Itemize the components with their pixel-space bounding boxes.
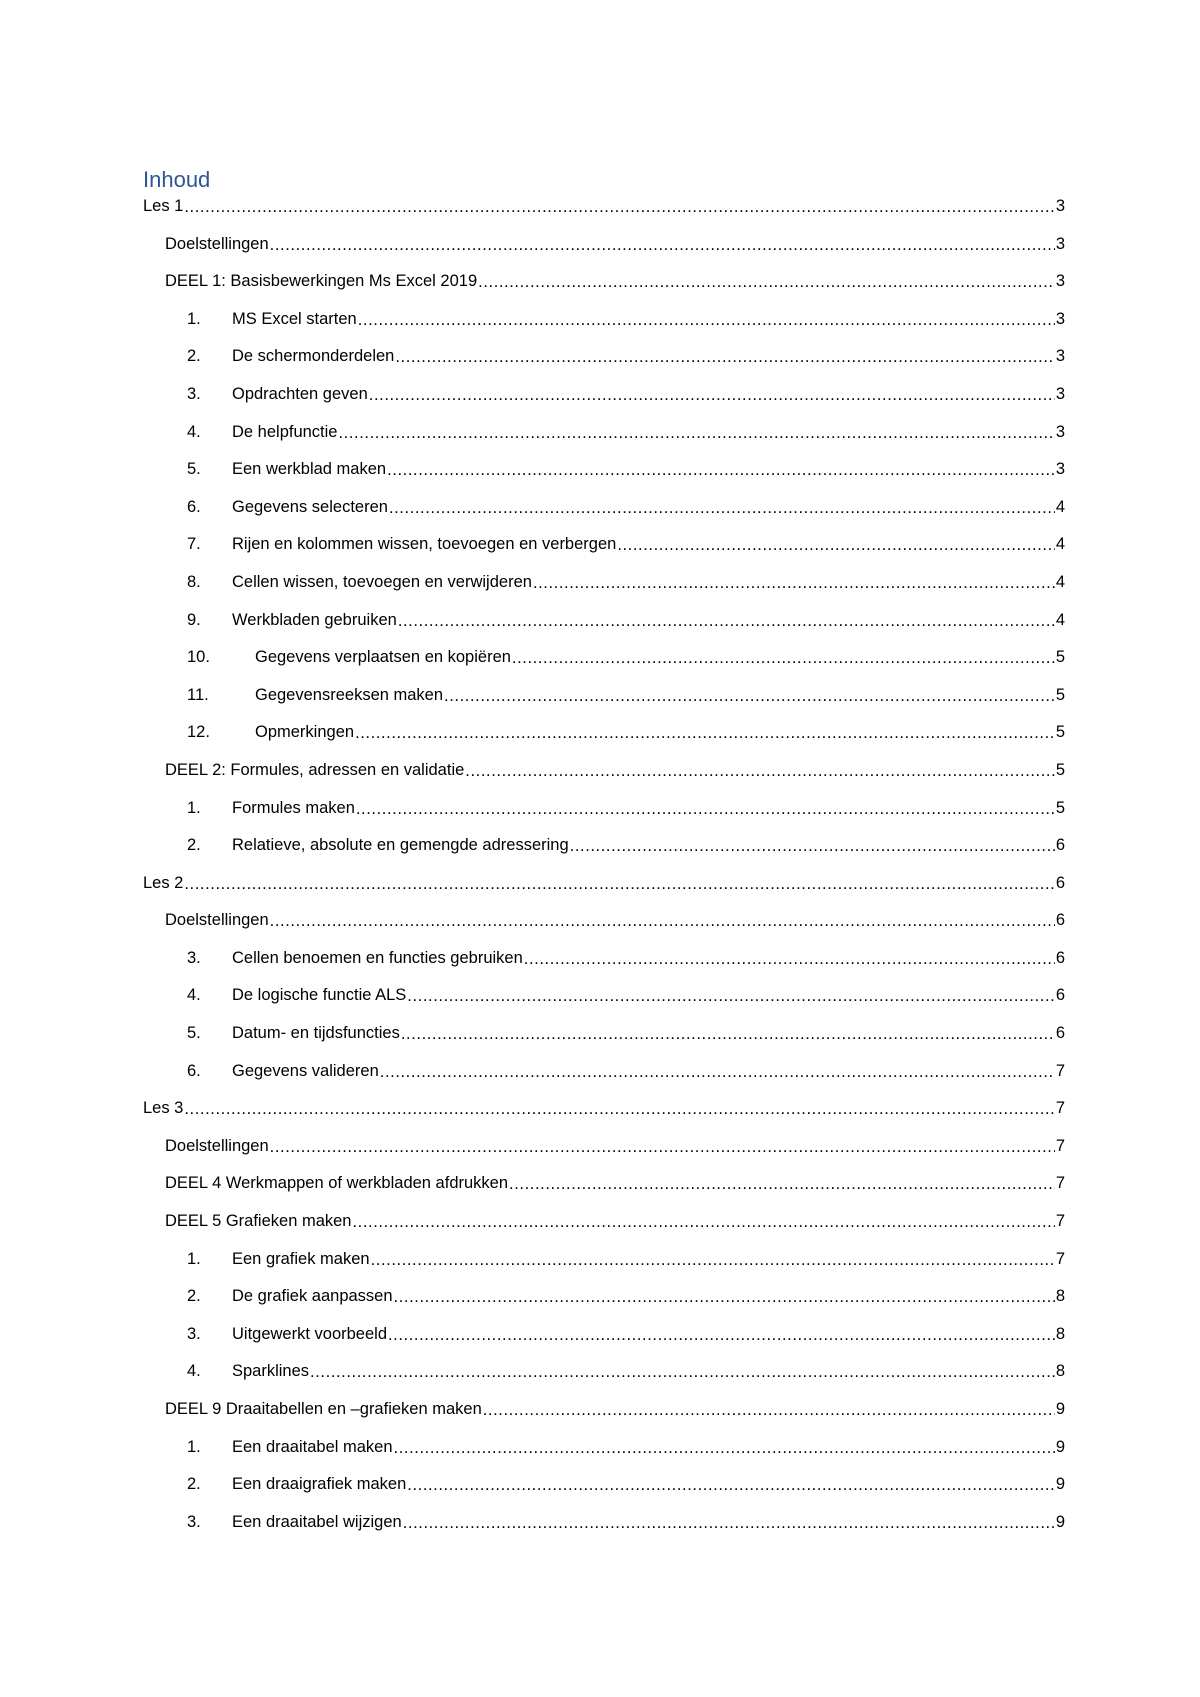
toc-entry-text[interactable]: Les 3	[143, 1099, 184, 1118]
toc-entry-text[interactable]: Een draaitabel maken	[232, 1437, 393, 1456]
dot-leader	[395, 345, 1054, 367]
toc-entry-text[interactable]: Gegevens verplaatsen en kopiëren	[255, 648, 511, 667]
toc-entry[interactable]	[143, 195, 1065, 233]
toc-entry-number: 1.	[187, 1249, 201, 1268]
toc-entry-page-number[interactable]: 8	[1055, 1287, 1065, 1306]
toc-entry-page-number[interactable]: 8	[1055, 1362, 1065, 1381]
toc-entry[interactable]	[143, 1135, 1065, 1173]
toc-entry-number: 1.	[187, 798, 201, 817]
dot-leader	[483, 1398, 1055, 1420]
toc-entry-text[interactable]: Een draaitabel wijzigen	[232, 1512, 402, 1531]
toc-entry-text[interactable]: DEEL 4 Werkmappen of werkbladen afdrukken	[165, 1174, 509, 1193]
toc-entry[interactable]	[143, 458, 1065, 496]
toc-entry-page-number[interactable]: 4	[1055, 497, 1065, 516]
toc-entry-text[interactable]: DEEL 1: Basisbewerkingen Ms Excel 2019	[165, 272, 478, 291]
toc-entry-text[interactable]: Gegevens valideren	[232, 1061, 379, 1080]
toc-entry-page-number[interactable]: 4	[1055, 572, 1065, 591]
dot-leader	[398, 609, 1055, 631]
dot-leader	[310, 1360, 1055, 1382]
dot-leader	[184, 1097, 1054, 1119]
toc-entry[interactable]	[143, 308, 1065, 346]
toc-entry-number: 10.	[187, 648, 210, 667]
toc-entry-number: 5.	[187, 1024, 201, 1043]
dot-leader	[184, 195, 1054, 217]
dot-leader	[270, 233, 1055, 255]
toc-entry[interactable]	[143, 345, 1065, 383]
dot-leader	[358, 308, 1055, 330]
dot-leader	[570, 834, 1055, 856]
toc-entry-number: 6.	[187, 497, 201, 516]
toc-entry-text[interactable]: De grafiek aanpassen	[232, 1287, 393, 1306]
toc-entry-number: 8.	[187, 572, 201, 591]
toc-entry-page-number[interactable]: 5	[1055, 648, 1065, 667]
toc-entry-number: 12.	[187, 723, 210, 742]
toc-entry-number: 4.	[187, 422, 201, 441]
dot-leader	[509, 1172, 1055, 1194]
toc-entry[interactable]	[143, 909, 1065, 947]
dot-leader	[270, 909, 1055, 931]
toc-entry[interactable]	[143, 984, 1065, 1022]
toc-entry[interactable]	[143, 496, 1065, 534]
dot-leader	[352, 1210, 1054, 1232]
toc-entry[interactable]	[143, 1060, 1065, 1098]
toc-entry-text[interactable]: Formules maken	[232, 798, 355, 817]
toc-entry-text[interactable]: DEEL 9 Draaitabellen en –grafieken maken	[165, 1400, 482, 1418]
dot-leader	[401, 1022, 1055, 1044]
dot-leader	[389, 496, 1055, 518]
toc-entry[interactable]	[143, 947, 1065, 985]
toc-entry-text[interactable]: Opdrachten geven	[232, 384, 368, 403]
toc-entry[interactable]	[143, 684, 1065, 722]
dot-leader	[533, 571, 1055, 593]
toc-entry-number: 3.	[187, 1512, 201, 1531]
toc-entry-page-number[interactable]: 9	[1055, 1400, 1065, 1418]
toc-entry-page-number[interactable]: 7	[1055, 1249, 1065, 1268]
toc-entry-text[interactable]: DEEL 5 Grafieken maken	[165, 1212, 352, 1231]
toc-entry-text[interactable]: DEEL 2: Formules, adressen en validatie	[165, 760, 465, 779]
toc-title: Inhoud	[143, 167, 211, 192]
toc-entry[interactable]	[143, 233, 1065, 271]
toc-entry-text[interactable]: Uitgewerkt voorbeeld	[232, 1324, 387, 1343]
dot-leader	[339, 421, 1055, 443]
toc-entry[interactable]	[143, 646, 1065, 684]
toc-entry[interactable]	[143, 1360, 1065, 1398]
toc-list	[143, 195, 1065, 1548]
toc-entry-number: 5.	[187, 460, 201, 479]
dot-leader	[184, 872, 1054, 894]
dot-leader	[270, 1135, 1055, 1157]
toc-entry-page-number[interactable]: 3	[1055, 197, 1065, 215]
toc-entry-page-number[interactable]: 3	[1055, 460, 1065, 479]
toc-entry[interactable]	[143, 1285, 1065, 1323]
toc-entry-page-number[interactable]: 5	[1055, 798, 1065, 817]
toc-entry[interactable]	[143, 270, 1065, 308]
toc-entry-number: 3.	[187, 948, 201, 967]
toc-entry-page-number[interactable]: 3	[1055, 422, 1065, 441]
toc-entry-page-number[interactable]: 4	[1055, 535, 1065, 554]
toc-entry-page-number[interactable]: 7	[1055, 1061, 1065, 1080]
dot-leader	[444, 684, 1055, 706]
toc-entry-page-number[interactable]: 7	[1055, 1136, 1065, 1155]
dot-leader	[388, 1323, 1055, 1345]
toc-entry-page-number[interactable]: 3	[1055, 234, 1065, 253]
toc-entry[interactable]	[143, 797, 1065, 835]
toc-entry-text[interactable]: Een werkblad maken	[232, 460, 387, 479]
dot-leader	[465, 759, 1055, 781]
dot-leader	[478, 270, 1055, 292]
toc-entry-page-number[interactable]: 9	[1055, 1512, 1065, 1531]
toc-entry[interactable]	[143, 1436, 1065, 1474]
toc-entry[interactable]	[143, 834, 1065, 872]
toc-entry-number: 4.	[187, 1362, 201, 1381]
toc-entry-page-number[interactable]: 6	[1055, 1024, 1065, 1043]
toc-entry-number: 2.	[187, 347, 201, 366]
toc-entry-number: 3.	[187, 384, 201, 403]
toc-entry-number: 11.	[187, 685, 209, 704]
toc-entry-text[interactable]: Gegevens selecteren	[232, 497, 388, 516]
toc-entry-page-number[interactable]: 3	[1055, 309, 1065, 328]
toc-entry[interactable]	[143, 1248, 1065, 1286]
toc-entry[interactable]	[143, 533, 1065, 571]
toc-entry[interactable]	[143, 1398, 1065, 1436]
toc-entry[interactable]	[143, 1511, 1065, 1549]
dot-leader	[512, 646, 1055, 668]
toc-entry-text[interactable]: Les 1	[143, 197, 184, 215]
toc-entry[interactable]	[143, 1210, 1065, 1248]
toc-entry-page-number[interactable]: 7	[1055, 1212, 1065, 1231]
dot-leader	[371, 1248, 1055, 1270]
toc-entry-text[interactable]: Rijen en kolommen wissen, toevoegen en verbergen	[232, 535, 617, 554]
toc-entry[interactable]	[143, 759, 1065, 797]
toc-entry[interactable]	[143, 421, 1065, 459]
dot-leader	[524, 947, 1055, 969]
toc-entry-number: 2.	[187, 836, 201, 855]
toc-entry-page-number[interactable]: 3	[1055, 347, 1065, 366]
toc-entry-page-number[interactable]: 7	[1055, 1174, 1065, 1193]
toc-entry[interactable]	[143, 609, 1065, 647]
toc-entry-page-number[interactable]: 5	[1055, 760, 1065, 779]
toc-entry-page-number[interactable]: 3	[1055, 384, 1065, 403]
dot-leader	[407, 984, 1055, 1006]
toc-entry-text[interactable]: Doelstellingen	[165, 911, 269, 930]
toc-entry[interactable]	[143, 1097, 1065, 1135]
toc-entry-text[interactable]: MS Excel starten	[232, 309, 357, 328]
toc-entry-page-number[interactable]: 5	[1055, 685, 1065, 704]
toc-entry-number: 1.	[187, 1437, 201, 1456]
toc-entry-number: 9.	[187, 610, 201, 629]
toc-entry[interactable]	[143, 1172, 1065, 1210]
dot-leader	[380, 1060, 1055, 1082]
toc-entry-page-number[interactable]: 9	[1055, 1475, 1065, 1494]
toc-entry[interactable]	[143, 1022, 1065, 1060]
toc-entry[interactable]	[143, 383, 1065, 421]
dot-leader	[617, 533, 1055, 555]
toc-entry-number: 2.	[187, 1475, 201, 1494]
toc-entry-page-number[interactable]: 5	[1055, 723, 1065, 742]
toc-entry-page-number[interactable]: 4	[1055, 610, 1065, 629]
toc-entry-number: 6.	[187, 1061, 201, 1080]
toc-entry[interactable]	[143, 571, 1065, 609]
toc-entry-page-number[interactable]: 8	[1055, 1324, 1065, 1343]
toc-entry-text[interactable]: Opmerkingen	[255, 723, 355, 742]
toc-entry-number: 4.	[187, 986, 201, 1005]
toc-entry-number: 1.	[187, 309, 201, 328]
toc-entry-number: 3.	[187, 1324, 201, 1343]
toc-entry[interactable]	[143, 1323, 1065, 1361]
dot-leader	[387, 458, 1055, 480]
toc-entry-text[interactable]: Cellen benoemen en functies gebruiken	[232, 948, 523, 967]
toc-entry-text[interactable]: Een grafiek maken	[232, 1249, 370, 1268]
toc-entry-page-number[interactable]: 6	[1055, 948, 1065, 967]
dot-leader	[356, 797, 1055, 819]
toc-entry-text[interactable]: De schermonderdelen	[232, 347, 395, 366]
toc-entry-page-number[interactable]: 6	[1055, 986, 1065, 1005]
toc-entry-text[interactable]: Cellen wissen, toevoegen en verwijderen	[232, 572, 532, 591]
toc-entry-page-number[interactable]: 6	[1055, 911, 1065, 930]
toc-entry-page-number[interactable]: 6	[1055, 873, 1065, 892]
dot-leader	[394, 1436, 1055, 1458]
toc-entry-number: 2.	[187, 1287, 201, 1306]
toc-entry-text[interactable]: Werkbladen gebruiken	[232, 610, 397, 629]
toc-entry-text[interactable]: Relatieve, absolute en gemengde adressering	[232, 836, 569, 855]
dot-leader	[407, 1473, 1055, 1495]
dot-leader	[369, 383, 1055, 405]
toc-entry-number: 7.	[187, 535, 201, 554]
toc-entry[interactable]	[143, 1473, 1065, 1511]
toc-entry-text[interactable]: Gegevensreeksen maken	[255, 685, 444, 704]
toc-entry-text[interactable]: De logische functie ALS	[232, 986, 407, 1005]
toc-entry-text[interactable]: Een draaigrafiek maken	[232, 1475, 407, 1494]
toc-entry-text[interactable]: De helpfunctie	[232, 422, 338, 441]
toc-entry-text[interactable]: Les 2	[143, 873, 184, 892]
toc-entry-text[interactable]: Doelstellingen	[165, 1136, 269, 1155]
toc-entry[interactable]	[143, 721, 1065, 759]
toc-entry-page-number[interactable]: 3	[1055, 272, 1065, 291]
dot-leader	[403, 1511, 1055, 1533]
toc-entry-text[interactable]: Datum- en tijdsfuncties	[232, 1024, 400, 1043]
table-of-contents	[143, 165, 1065, 1548]
toc-entry-page-number[interactable]: 6	[1055, 836, 1065, 855]
dot-leader	[355, 721, 1055, 743]
toc-entry-text[interactable]: Sparklines	[232, 1362, 310, 1381]
toc-entry[interactable]	[143, 872, 1065, 910]
toc-entry-text[interactable]: Doelstellingen	[165, 234, 269, 253]
toc-entry-page-number[interactable]: 9	[1055, 1437, 1065, 1456]
dot-leader	[394, 1285, 1055, 1307]
toc-entry-page-number[interactable]: 7	[1055, 1099, 1065, 1118]
